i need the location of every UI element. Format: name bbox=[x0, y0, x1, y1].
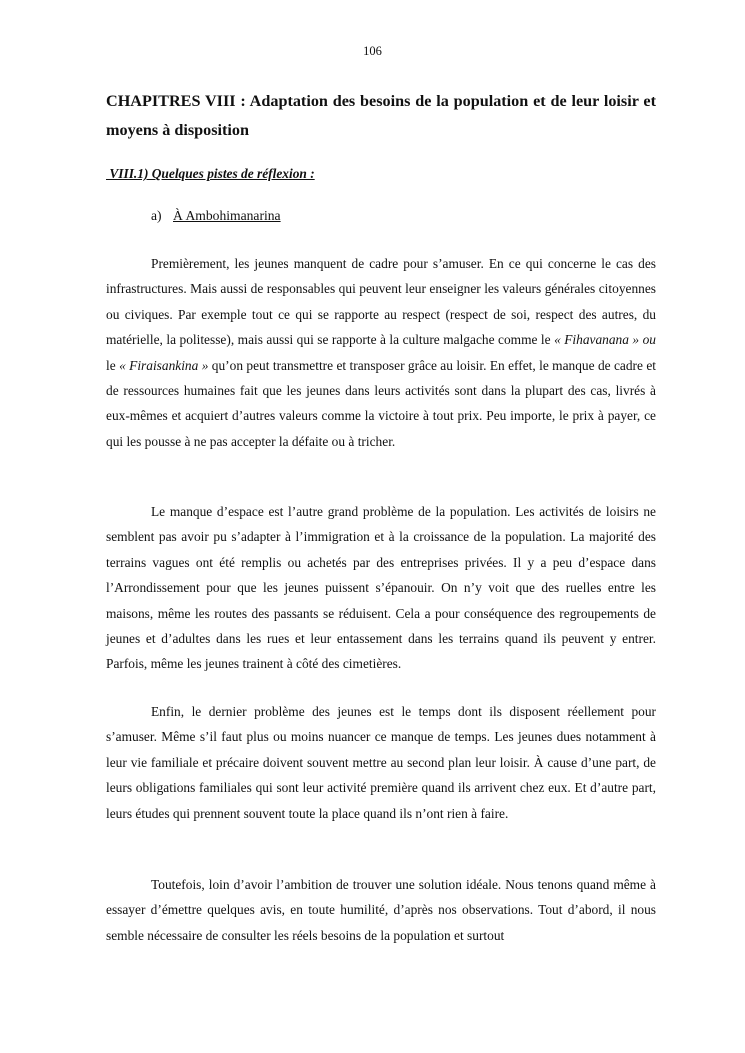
subsection-marker: a) bbox=[151, 208, 162, 223]
paragraph-1 bbox=[106, 251, 656, 454]
paragraph-3: Enfin, le dernier problème des jeunes est le temps dont ils disposent réellement pour s’amuser. Même s’il faut plus ou moins nuancer ce manque de temps. Les jeunes dues notamment à leur vie familiale et précaire doivent souvent mettre au second plan leur loisir. À cause d’une part, de leurs obligations familiales qui sont leur activité première quand ils arrivent chez eux. Et d’autre part, leurs études qui prennent souvent toute la place quand ils n’ont rien à faire. bbox=[106, 704, 656, 821]
paragraph-1-text-a: Premièrement, les jeunes manquent de cadre pour s’amuser. En ce qui concerne le cas des infrastructures. Mais aussi de responsables qui peuvent leur enseigner les valeurs générales citoyennes ou civiques. Par exemple tout ce qui se rapporte au respect (respect de soi, respect des autres, du matérielle, la politesse), mais aussi qui se rapporte à la culture malgache comme le bbox=[106, 256, 656, 348]
chapter-title: CHAPITRES VIII : Adaptation des besoins de la population et de leur loisir et moyens à disposition bbox=[106, 92, 656, 139]
paragraph-1-text-c: qu’on peut transmettre et transposer grâce au loisir. En effet, le manque de cadre et de ressources humaines fait que les jeunes dans leurs activités sont dans la plupart des cas, livrés à eux-mêmes et acquiert d’autres valeurs comme la victoire à tout prix. Peu importe, le prix à payer, ce qui les pousse à ne pas accepter la défaite ou à tricher. bbox=[106, 357, 656, 449]
page-number: 106 bbox=[363, 44, 382, 58]
term-firaisankina: « Firaisankina » bbox=[119, 357, 209, 373]
paragraph-4: Toutefois, loin d’avoir l’ambition de trouver une solution idéale. Nous tenons quand même à essayer d’émettre quelques avis, en toute humilité, d’après nos observations. Tout d’abord, il nous semble nécessaire de consulter les réels besoins de la population et surtout bbox=[106, 877, 656, 943]
paragraph-2: Le manque d’espace est l’autre grand problème de la population. Les activités de loisirs ne semblent pas avoir pu s’adapter à l’immigration et à la croissance de la population. La majorité des terrains vagues ont été remplis ou achetés par des entreprises privées. Il y a peu d’espace dans l’Arrondissement pour que les jeunes puissent s’épanouir. On n’y voit que des ruelles entre les maisons, même les routes des passants se réduisent. Cela a pour conséquence des regroupements de jeunes et d’adultes dans les rues et leur entassement dans les terrains quand ils peuvent y entrer. Parfois, même les jeunes trainent à côté des cimetières. bbox=[106, 504, 656, 672]
section-title: VIII.1) Quelques pistes de réflexion : bbox=[106, 166, 315, 181]
paragraph-1-text-b: le bbox=[106, 357, 120, 373]
subsection-heading bbox=[151, 208, 281, 224]
term-fihavanana: « Fihavanana » ou bbox=[554, 332, 656, 348]
subsection-title: À Ambohimanarina bbox=[173, 208, 281, 223]
